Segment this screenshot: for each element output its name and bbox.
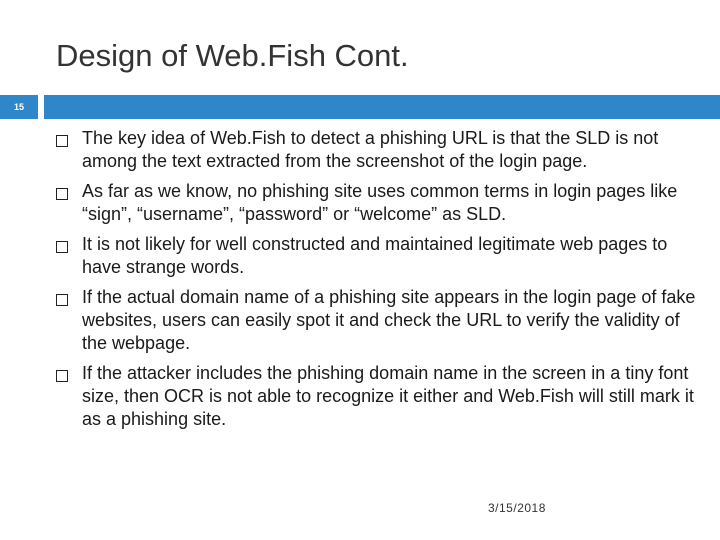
slide-title: Design of Web.Fish Cont.	[56, 38, 409, 73]
slide-number-badge	[0, 95, 38, 119]
list-item	[56, 233, 696, 279]
bullet-list	[56, 127, 696, 438]
square-bullet-icon	[56, 294, 68, 306]
bullet-text: If the actual domain name of a phishing site appears in the login page of fake websites, users can easily spot it and check the URL to verify the validity of the webpage.	[82, 287, 696, 353]
slide-date: 3/15/2018	[488, 501, 546, 515]
square-bullet-icon	[56, 188, 68, 200]
list-item	[56, 286, 696, 355]
slide-number: 15	[13, 102, 24, 112]
bullet-text: It is not likely for well constructed and maintained legitimate web pages to have strange words.	[82, 234, 668, 277]
list-item	[56, 180, 696, 226]
bullet-text: As far as we know, no phishing site uses common terms in login pages like “sign”, “username”, “password” or “welcome” as SLD.	[82, 181, 678, 224]
list-item	[56, 127, 696, 173]
bullet-text: If the attacker includes the phishing domain name in the screen in a tiny font size, then OCR is not able to recognize it either and Web.Fish will still mark it as a phishing site.	[82, 363, 694, 429]
square-bullet-icon	[56, 241, 68, 253]
square-bullet-icon	[56, 135, 68, 147]
title-divider-bar	[44, 95, 720, 119]
list-item	[56, 362, 696, 431]
square-bullet-icon	[56, 370, 68, 382]
bullet-text: The key idea of Web.Fish to detect a phishing URL is that the SLD is not among the text extracted from the screenshot of the login page.	[82, 128, 659, 171]
